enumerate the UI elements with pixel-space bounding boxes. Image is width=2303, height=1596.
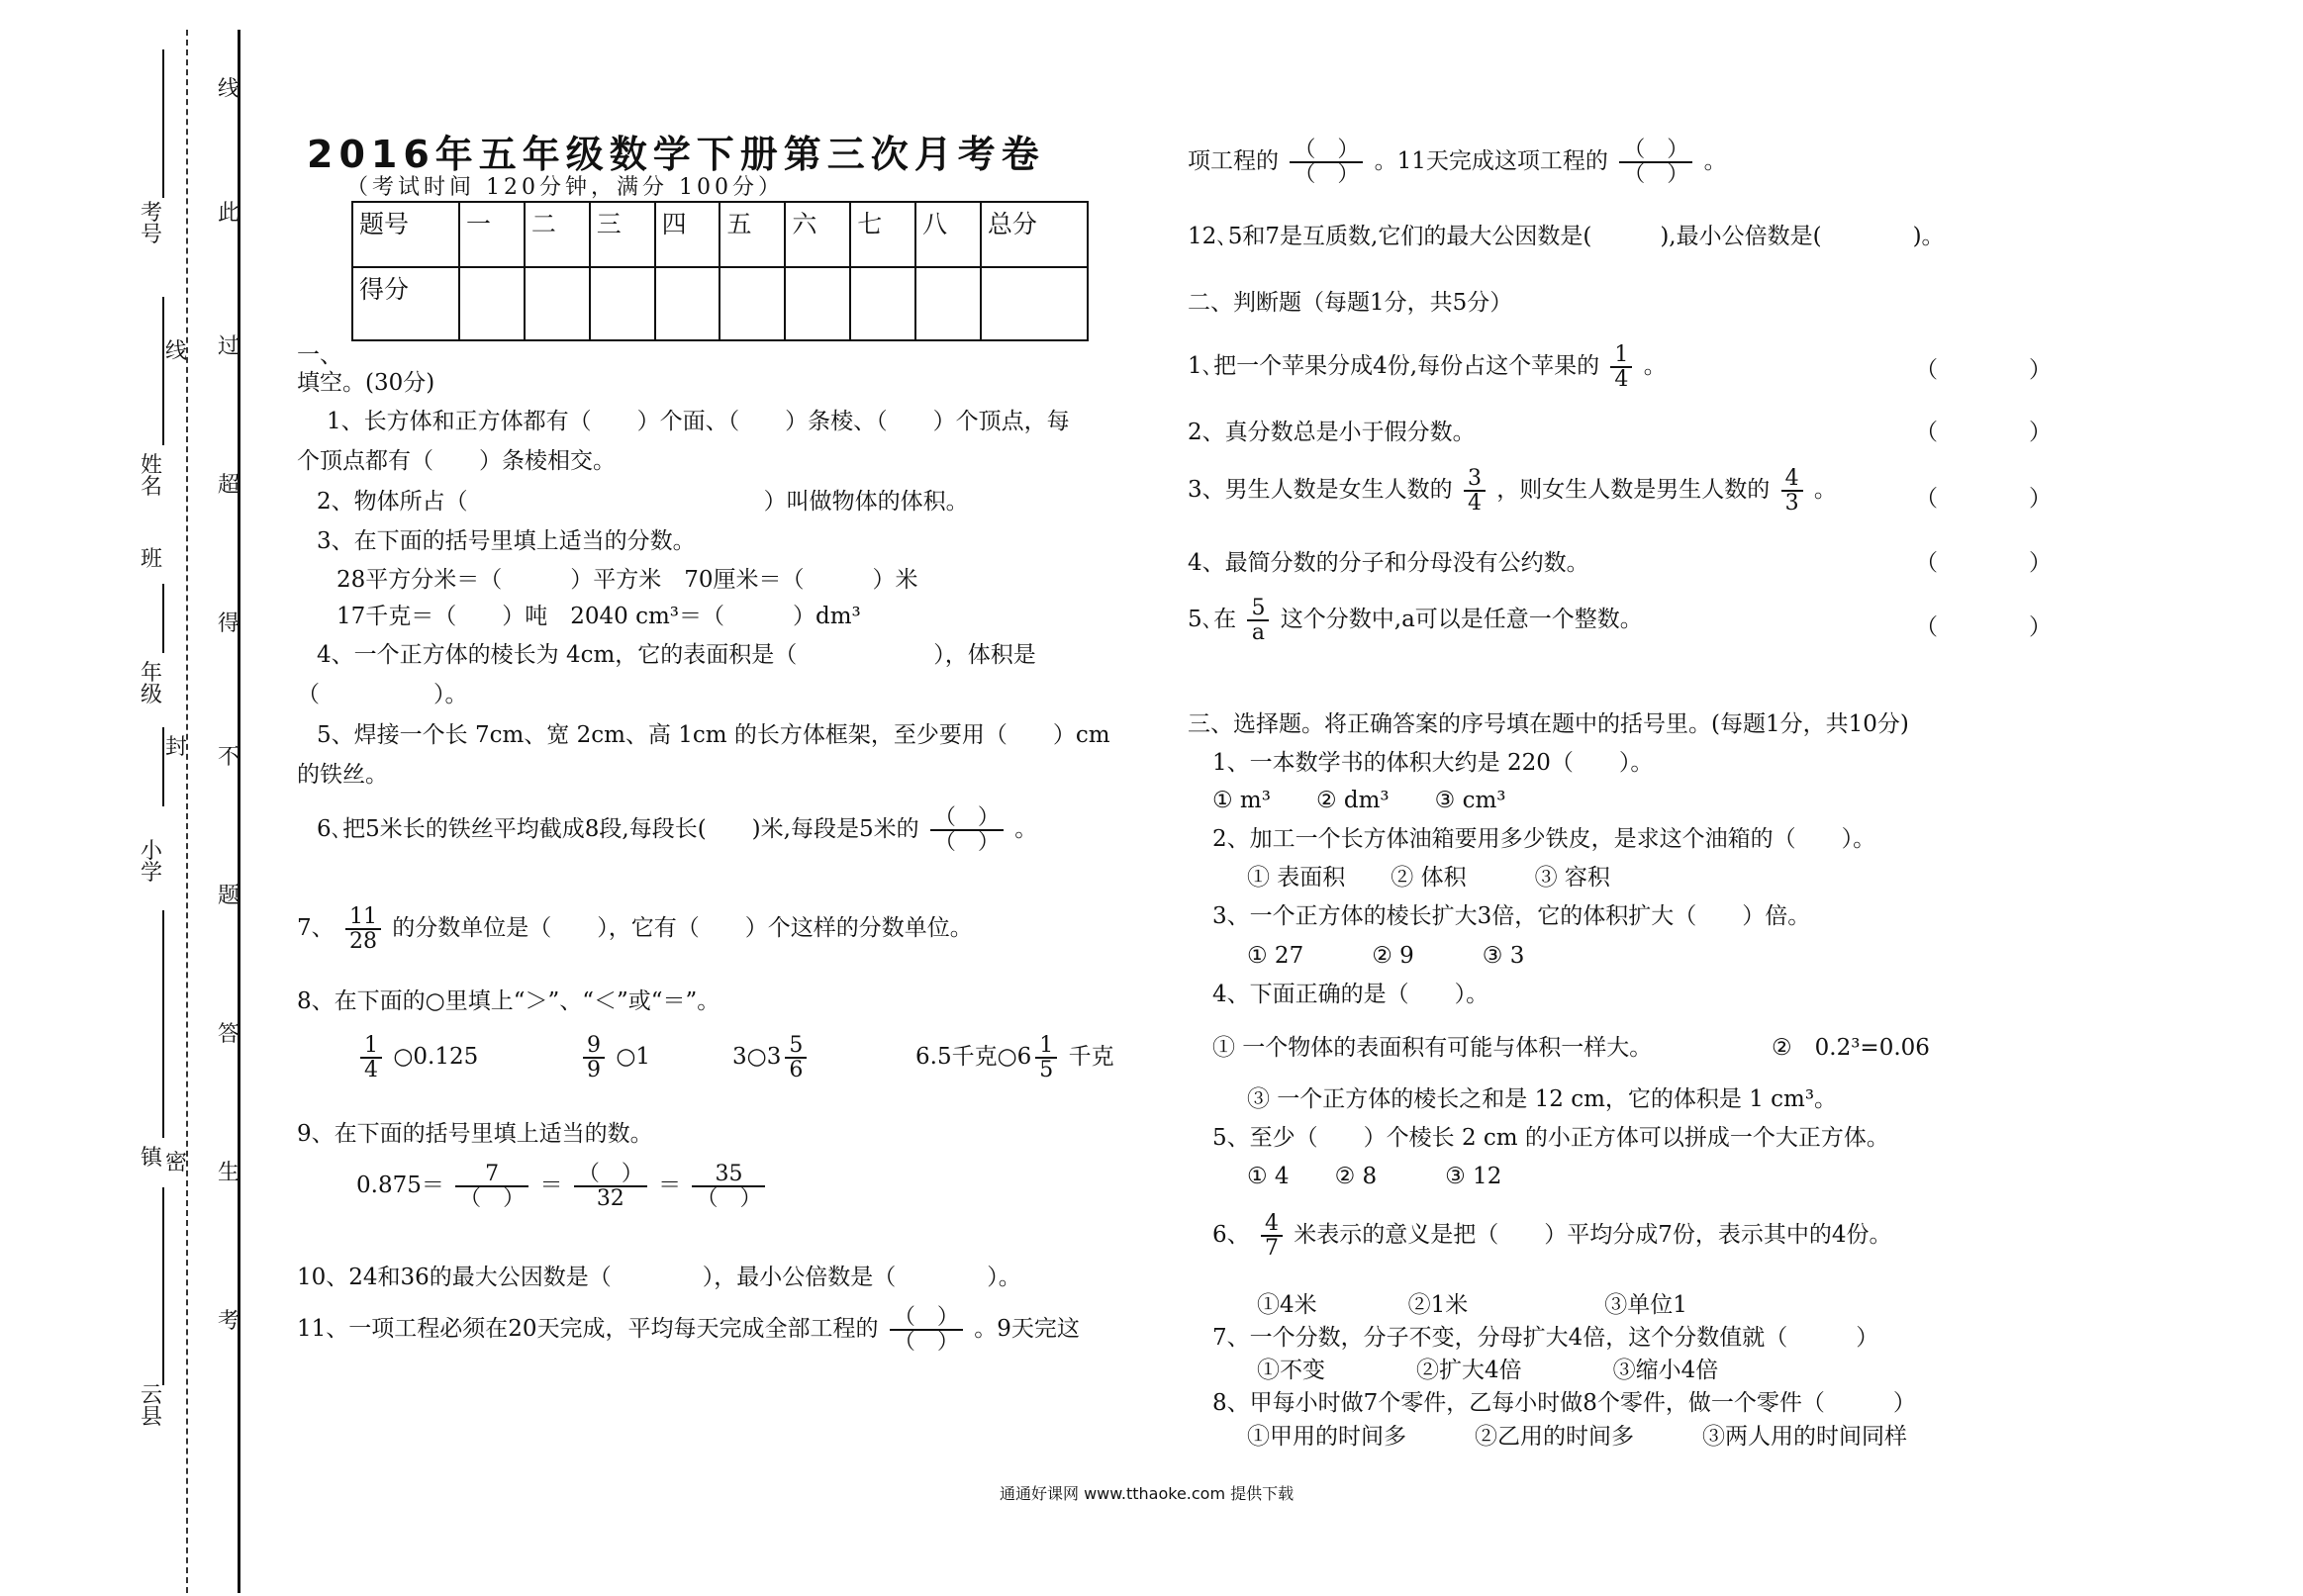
choice-5: 5、至少（ ）个棱长 2 cm 的小正方体可以拼成一个大正方体。: [1212, 1125, 1889, 1151]
fraction-numerator: （ ）: [930, 806, 1004, 831]
fraction-blank: [930, 806, 1004, 854]
binding-solid-line: [238, 30, 240, 1593]
question-3: 3、在下面的括号里填上适当的分数。: [317, 528, 696, 554]
fraction-blank-32: [574, 1163, 647, 1210]
choice-3: 3、一个正方体的棱长扩大3倍，它的体积扩大（ ）倍。: [1212, 903, 1811, 929]
score-cell[interactable]: [850, 267, 915, 340]
question-4-line1: 4、一个正方体的棱长为 4cm，它的表面积是（ ），体积是: [317, 642, 1036, 668]
choice-2: 2、加工一个长方体油箱要用多少铁皮，是求这个油箱的（ ）。: [1212, 826, 1876, 852]
score-head-cell: 总分: [981, 202, 1088, 267]
question-5-line1: 5、焊接一个长 7cm、宽 2cm、高 1cm 的长方体框架，至少要用（ ）cm: [317, 722, 1110, 748]
judge-1: [1188, 343, 1667, 391]
fraction-blank: [1619, 139, 1692, 186]
fraction-denominator: （ ）: [459, 1186, 526, 1212]
question-7: [297, 905, 973, 953]
score-cell[interactable]: [915, 267, 981, 340]
score-cell[interactable]: [525, 267, 590, 340]
fraction-numerator: （ ）: [1290, 139, 1363, 163]
fraction-numerator: 11: [345, 905, 381, 930]
score-head-cell: 三: [590, 202, 655, 267]
fraction-5-6: [785, 1034, 807, 1081]
score-cell[interactable]: [720, 267, 785, 340]
judge-3-text: 3、男生人数是女生人数的: [1188, 477, 1453, 504]
field-grade-line[interactable]: [162, 727, 164, 806]
binding-char: 封: [164, 735, 187, 760]
fraction-blank: [1290, 139, 1363, 186]
field-exam-number-line[interactable]: [162, 49, 164, 198]
equals-sign: ＝: [539, 1173, 563, 1199]
question-8-item2: [579, 1034, 650, 1081]
binding-char: 题: [217, 884, 240, 908]
judge-3: [1188, 467, 1837, 515]
field-grade-label: 年级: [140, 661, 162, 707]
fraction-denominator: 3: [1784, 491, 1799, 516]
fraction-7-blank: [455, 1163, 528, 1210]
judge-4: 4、最简分数的分子和分母没有公约数。: [1188, 550, 1589, 576]
page-subtitle: （考试时间 120分钟，满分 100分）: [346, 175, 784, 200]
question-11-part1: [297, 1306, 1080, 1354]
choice-4-option1: ① 一个物体的表面积有可能与体积一样大。: [1212, 1035, 1653, 1061]
field-school-label: 小学: [140, 839, 162, 886]
fraction-denominator: 4: [1467, 491, 1482, 516]
score-head-cell: 六: [785, 202, 850, 267]
judge-2: 2、真分数总是小于假分数。: [1188, 420, 1476, 445]
choice-6-options: ①4米 ②1米 ③单位1: [1257, 1292, 1687, 1318]
fraction-denominator: （ ）: [893, 1330, 959, 1356]
field-name-line[interactable]: [162, 297, 164, 445]
score-cell[interactable]: [785, 267, 850, 340]
field-class-line[interactable]: [162, 584, 164, 653]
judge-5-text: 这个分数中,a可以是任意一个整数。: [1280, 607, 1643, 633]
question-7-number: 7、: [297, 915, 335, 942]
judge-3-answer[interactable]: （ ）: [1915, 486, 2052, 512]
fraction-11-28: [345, 905, 381, 953]
fraction-denominator: 5: [1039, 1058, 1054, 1083]
field-class-label: 班: [140, 547, 162, 572]
question-11-cont: 。11天完成这项工程的: [1374, 148, 1608, 175]
score-head-cell: 四: [655, 202, 720, 267]
judge-5: [1188, 597, 1643, 644]
field-county-label: 云县: [140, 1383, 162, 1430]
binding-char: 密: [164, 1151, 187, 1175]
question-11-cont: 项工程的: [1188, 148, 1279, 175]
fraction-blank: [890, 1306, 963, 1354]
section-1-heading: 填空。(30分): [297, 370, 435, 396]
fraction-denominator: 4: [1614, 367, 1629, 393]
fraction-denominator: （ ）: [1623, 162, 1689, 188]
fraction-numerator: （ ）: [890, 1306, 963, 1331]
page-title: 2016年五年级数学下册第三次月考卷: [307, 133, 1045, 176]
binding-char: 超: [217, 473, 240, 498]
question-3a: 28平方分米＝（ ）平方米 70厘米＝（ ）米: [336, 567, 918, 593]
choice-4: 4、下面正确的是（ ）。: [1212, 982, 1489, 1007]
score-head-cell: 八: [915, 202, 981, 267]
fraction-1-4: [1610, 343, 1632, 391]
question-11-text-end: 。9天完这: [974, 1316, 1080, 1343]
field-name-label: 姓名: [140, 453, 162, 500]
binding-char: 不: [217, 745, 240, 770]
section-2-heading: 二、判断题（每题1分，共5分）: [1188, 290, 1513, 316]
fraction-denominator: （ ）: [1294, 162, 1360, 188]
question-9-equation: [356, 1163, 769, 1210]
fraction-denominator: （ ）: [696, 1186, 762, 1212]
judge-4-answer[interactable]: （ ）: [1915, 550, 2052, 576]
choice-4-option3: ③ 一个正方体的棱长之和是 12 cm，它的体积是 1 cm³。: [1247, 1086, 1838, 1112]
fraction-denominator: a: [1251, 620, 1266, 646]
binding-char: 线: [217, 77, 240, 102]
fraction-numerator: 7: [455, 1163, 528, 1187]
fraction-numerator: 5: [1247, 597, 1269, 621]
score-head-cell: 一: [459, 202, 525, 267]
fraction-numerator: 1: [360, 1034, 382, 1059]
compare-circle-text: ○0.125: [393, 1044, 479, 1071]
judge-5-answer[interactable]: （ ）: [1915, 614, 2052, 640]
section-3-heading: 三、选择题。将正确答案的序号填在题中的括号里。(每题1分，共10分): [1188, 711, 1909, 737]
score-head-cell: 二: [525, 202, 590, 267]
fraction-numerator: 5: [785, 1034, 807, 1059]
judge-3-end: 。: [1813, 477, 1837, 504]
question-4-line2: （ ）。: [297, 682, 468, 707]
question-1-line2: 个顶点都有（ ）条棱相交。: [297, 448, 616, 474]
fraction-1-4: [360, 1034, 382, 1081]
binding-char: 过: [217, 334, 240, 359]
choice-1-options: ① m³ ② dm³ ③ cm³: [1212, 788, 1506, 813]
fraction-denominator: 4: [364, 1058, 378, 1083]
choice-1: 1、一本数学书的体积大约是 220（ ）。: [1212, 750, 1654, 776]
fraction-denominator: 6: [789, 1058, 804, 1083]
question-3b: 17千克＝（ ）吨 2040 cm³＝（ ）dm³: [336, 604, 861, 629]
fraction-denominator: 32: [596, 1186, 624, 1212]
choice-4-option2: ② 0.2³=0.06: [1772, 1035, 1930, 1061]
choice-6-text: 米表示的意义是把（ ）平均分成7份，表示其中的4份。: [1294, 1222, 1892, 1249]
question-8-item3: [732, 1034, 811, 1081]
question-5-line2: 的铁丝。: [297, 762, 388, 788]
question-2: 2、物体所占（ ）叫做物体的体积。: [317, 489, 969, 515]
binding-dashed-line: [186, 30, 188, 1593]
choice-2-options: ① 表面积 ② 体积 ③ 容积: [1247, 865, 1610, 891]
question-11-end: 。: [1703, 148, 1727, 175]
field-town-label: 镇: [140, 1146, 162, 1171]
question-12: 12､5和7是互质数,它们的最大公因数是( ),最小公倍数是( )。: [1188, 224, 1945, 249]
choice-6-number: 6、: [1212, 1222, 1250, 1249]
equation-lead: 0.875＝: [356, 1173, 444, 1199]
binding-char: 线: [164, 339, 187, 364]
fraction-3-4: [1464, 467, 1486, 515]
question-11-part2: [1188, 139, 1727, 186]
question-8: 8、在下面的○里填上“＞”、“＜”或“＝”。: [297, 988, 720, 1014]
question-9: 9、在下面的括号里填上适当的数。: [297, 1121, 653, 1147]
choice-7-options: ①不变 ②扩大4倍 ③缩小4倍: [1257, 1358, 1719, 1383]
equals-sign: ＝: [658, 1173, 682, 1199]
fraction-4-3: [1781, 467, 1803, 515]
question-8-item4: [915, 1034, 1114, 1081]
question-6: [317, 806, 1037, 854]
binding-char: 考: [217, 1309, 240, 1334]
fraction-35-blank: [692, 1163, 765, 1210]
fraction-numerator: （ ）: [574, 1163, 647, 1187]
fraction-numerator: 35: [692, 1163, 765, 1187]
score-cell[interactable]: [655, 267, 720, 340]
fraction-denominator: 28: [348, 929, 377, 955]
field-school-line[interactable]: [162, 910, 164, 1138]
choice-8-options: ①甲用的时间多 ②乙用的时间多 ③两人用的时间同样: [1247, 1424, 1907, 1450]
fraction-numerator: 1: [1035, 1034, 1057, 1059]
score-cell[interactable]: [590, 267, 655, 340]
choice-5-options: ① 4 ② 8 ③ 12: [1247, 1164, 1502, 1189]
section-1-number: 一、: [297, 342, 342, 368]
choice-8: 8、甲每小时做7个零件，乙每小时做8个零件，做一个零件（ ）: [1212, 1390, 1916, 1416]
score-cell[interactable]: [459, 267, 525, 340]
field-exam-number-label: 考号: [140, 201, 162, 247]
score-row-label: 得分: [352, 267, 459, 340]
fraction-4-7: [1261, 1212, 1283, 1260]
question-10: 10、24和36的最大公因数是（ ），最小公倍数是（ ）。: [297, 1265, 1021, 1290]
compare-circle-text: 3○3: [732, 1044, 782, 1071]
judge-3-text: ，则女生人数是男生人数的: [1496, 477, 1771, 504]
footer-source: 通通好课网 www.tthaoke.com 提供下载: [1000, 1484, 1295, 1503]
question-11-text: 11、一项工程必须在20天完成，平均每天完成全部工程的: [297, 1316, 879, 1343]
fraction-5-a: [1247, 597, 1269, 644]
unit-text: 千克: [1068, 1044, 1114, 1071]
fraction-denominator: （ ）: [933, 830, 1000, 856]
judge-1-answer[interactable]: （ ）: [1915, 357, 2052, 383]
compare-circle-text: 6.5千克○6: [915, 1044, 1032, 1071]
judge-1-text: 1､把一个苹果分成4份,每份占这个苹果的: [1188, 353, 1600, 380]
judge-5-text: 5､在: [1188, 607, 1237, 633]
binding-char: 此: [217, 201, 240, 226]
score-head-cell: 七: [850, 202, 915, 267]
score-head-cell: 五: [720, 202, 785, 267]
question-8-item1: [356, 1034, 478, 1081]
question-6-text: 6､把5米长的铁丝平均截成8段,每段长( )米,每段是5米的: [317, 816, 919, 843]
question-7-text: 的分数单位是（ ），它有（ ）个这样的分数单位。: [392, 915, 973, 942]
choice-6: [1212, 1212, 1892, 1260]
binding-char: 生: [217, 1161, 240, 1185]
score-cell[interactable]: [981, 267, 1088, 340]
fraction-1-5: [1035, 1034, 1057, 1081]
fraction-numerator: 4: [1261, 1212, 1283, 1237]
fraction-9-9: [583, 1034, 605, 1081]
question-1-line1: 1、长方体和正方体都有（ ）个面、（ ）条棱、（ ）个顶点，每: [327, 409, 1070, 434]
fraction-numerator: 9: [583, 1034, 605, 1059]
fraction-numerator: （ ）: [1619, 139, 1692, 163]
score-table: [351, 201, 1089, 341]
binding-char: 得: [217, 611, 240, 636]
choice-3-options: ① 27 ② 9 ③ 3: [1247, 943, 1525, 969]
field-town-line[interactable]: [162, 1187, 164, 1385]
fraction-numerator: 4: [1781, 467, 1803, 492]
judge-2-answer[interactable]: （ ）: [1915, 420, 2052, 445]
question-6-end: 。: [1014, 816, 1038, 843]
fraction-numerator: 1: [1610, 343, 1632, 368]
fraction-denominator: 9: [587, 1058, 601, 1083]
fraction-numerator: 3: [1464, 467, 1486, 492]
score-head-cell: 题号: [352, 202, 459, 267]
fraction-denominator: 7: [1264, 1236, 1279, 1262]
judge-1-end: 。: [1643, 353, 1667, 380]
compare-circle-text: ○1: [616, 1044, 651, 1071]
choice-7: 7、一个分数，分子不变，分母扩大4倍，这个分数值就（ ）: [1212, 1325, 1879, 1351]
binding-char: 答: [217, 1022, 240, 1047]
